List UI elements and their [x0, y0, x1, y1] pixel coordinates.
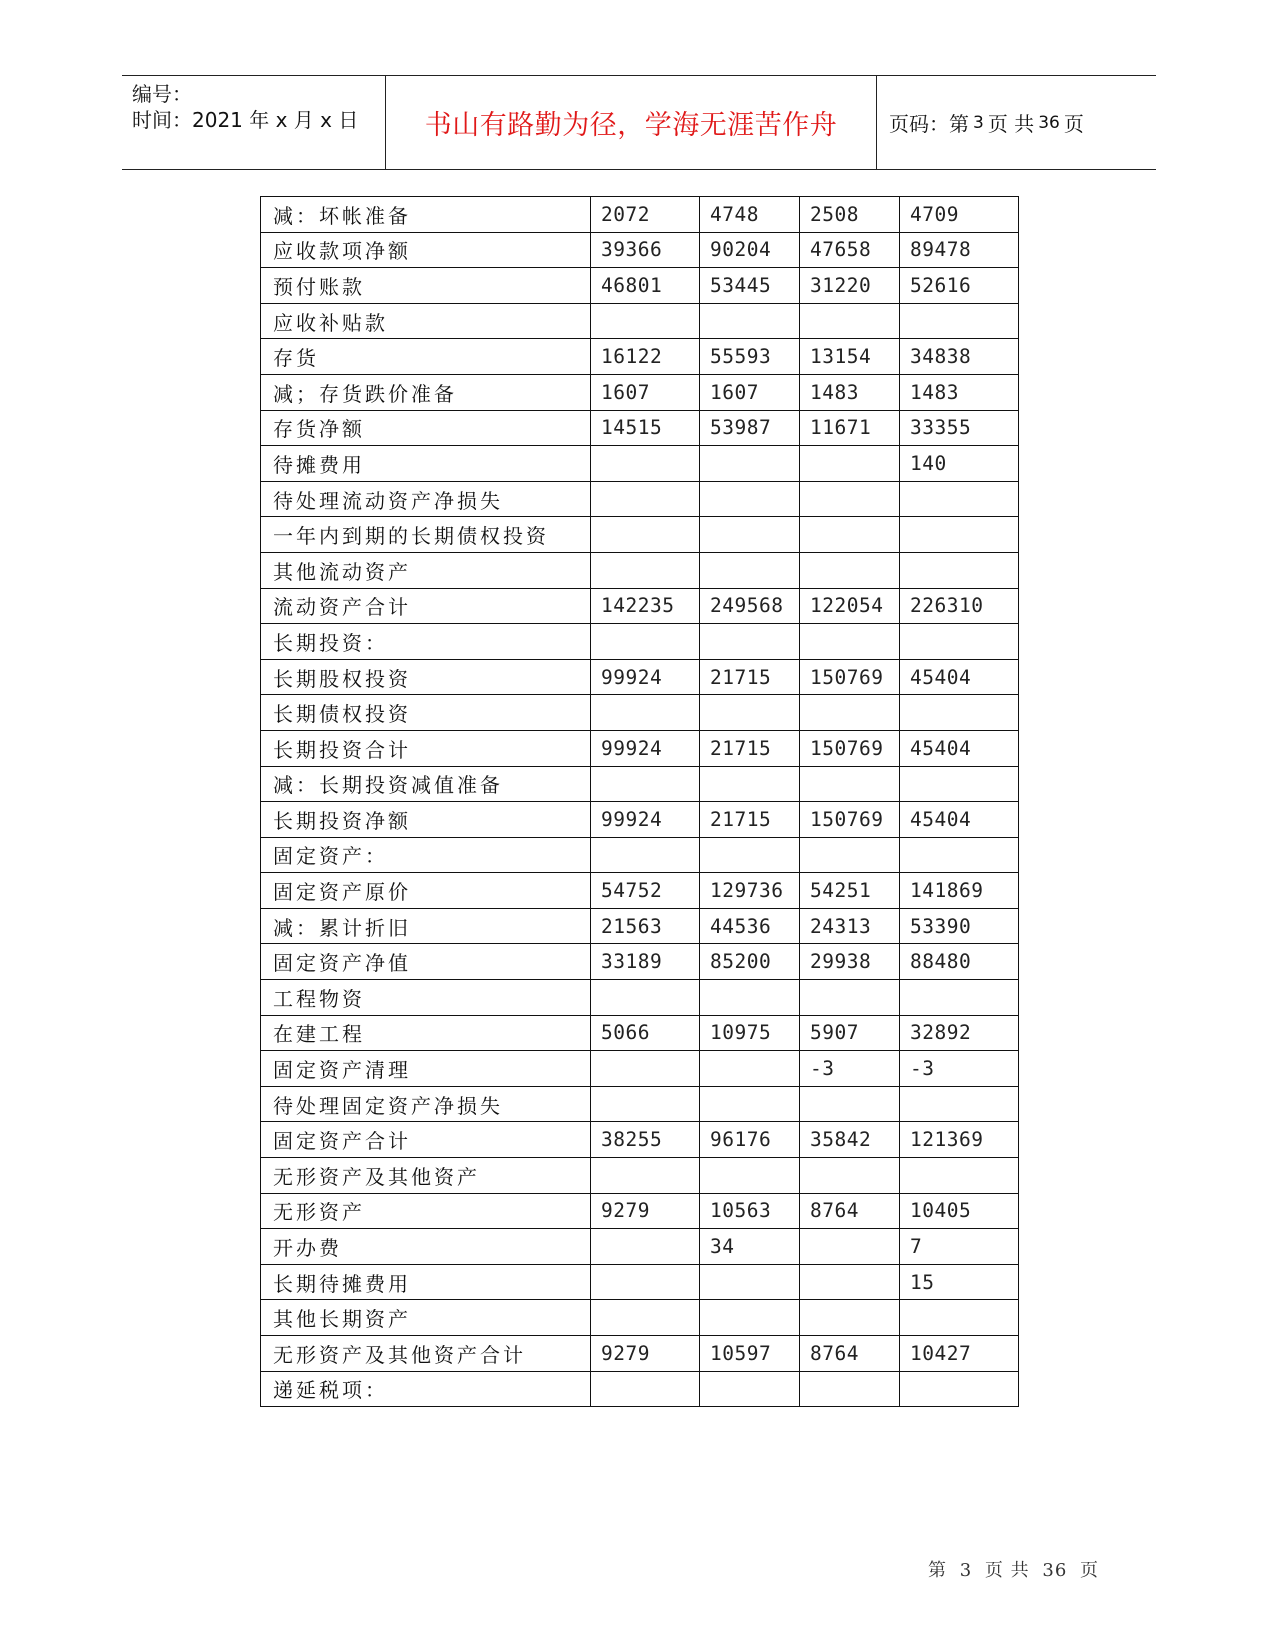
value-cell — [591, 1371, 700, 1407]
value-cell — [591, 1051, 700, 1087]
value-cell: 32892 — [900, 1015, 1019, 1051]
value-cell — [900, 1300, 1019, 1336]
value-cell: 88480 — [900, 944, 1019, 980]
value-cell: 45404 — [900, 730, 1019, 766]
row-label: 固定资产清理 — [261, 1051, 591, 1087]
value-cell: 1607 — [591, 374, 700, 410]
value-cell — [800, 481, 900, 517]
value-cell: 226310 — [900, 588, 1019, 624]
value-cell: 46801 — [591, 268, 700, 304]
value-cell — [800, 837, 900, 873]
row-label: 流动资产合计 — [261, 588, 591, 624]
table-row — [261, 695, 1019, 731]
value-cell — [900, 980, 1019, 1016]
table-row — [261, 1051, 1019, 1087]
table-row — [261, 232, 1019, 268]
value-cell — [591, 766, 700, 802]
table-row — [261, 1300, 1019, 1336]
value-cell — [900, 481, 1019, 517]
value-cell: 150769 — [800, 730, 900, 766]
value-cell — [700, 695, 800, 731]
row-label: 长期投资合计 — [261, 730, 591, 766]
table-row — [261, 303, 1019, 339]
value-cell: 140 — [900, 446, 1019, 482]
value-cell: 2072 — [591, 197, 700, 233]
code-label: 编号： — [132, 82, 192, 106]
value-cell: 10427 — [900, 1336, 1019, 1372]
table-row — [261, 552, 1019, 588]
table-row — [261, 873, 1019, 909]
value-cell: 34838 — [900, 339, 1019, 375]
value-cell — [700, 980, 800, 1016]
value-cell — [800, 980, 900, 1016]
value-cell: 121369 — [900, 1122, 1019, 1158]
value-cell — [591, 695, 700, 731]
value-cell: 1483 — [800, 374, 900, 410]
table-row — [261, 1193, 1019, 1229]
table-row — [261, 1371, 1019, 1407]
table-row — [261, 1015, 1019, 1051]
value-cell: 85200 — [700, 944, 800, 980]
value-cell: 122054 — [800, 588, 900, 624]
table-row — [261, 730, 1019, 766]
value-cell — [900, 552, 1019, 588]
page-label-mid: 页 共 — [987, 112, 1035, 136]
value-cell — [900, 1371, 1019, 1407]
value-cell: 5066 — [591, 1015, 700, 1051]
row-label: 工程物资 — [261, 980, 591, 1016]
row-label: 固定资产合计 — [261, 1122, 591, 1158]
value-cell — [700, 1371, 800, 1407]
value-cell: 5907 — [800, 1015, 900, 1051]
value-cell: 21715 — [700, 802, 800, 838]
row-label: 在建工程 — [261, 1015, 591, 1051]
row-label: 固定资产： — [261, 837, 591, 873]
value-cell — [800, 1371, 900, 1407]
footer-suffix: 页 — [1080, 1560, 1100, 1581]
value-cell — [800, 1300, 900, 1336]
value-cell: 9279 — [591, 1336, 700, 1372]
value-cell — [900, 1158, 1019, 1194]
value-cell — [800, 695, 900, 731]
value-cell — [591, 1086, 700, 1122]
table-row — [261, 944, 1019, 980]
value-cell — [591, 837, 700, 873]
value-cell: 14515 — [591, 410, 700, 446]
page-footer — [928, 1556, 1099, 1582]
value-cell — [700, 624, 800, 660]
row-label: 减：坏帐准备 — [261, 197, 591, 233]
value-cell: 21715 — [700, 730, 800, 766]
value-cell: 38255 — [591, 1122, 700, 1158]
value-cell — [591, 1264, 700, 1300]
value-cell: 10405 — [900, 1193, 1019, 1229]
value-cell: 4748 — [700, 197, 800, 233]
table-row — [261, 980, 1019, 1016]
table-row — [261, 268, 1019, 304]
row-label: 待摊费用 — [261, 446, 591, 482]
value-cell: 15 — [900, 1264, 1019, 1300]
value-cell — [700, 1051, 800, 1087]
value-cell: 1483 — [900, 374, 1019, 410]
table-row — [261, 624, 1019, 660]
table-row — [261, 1336, 1019, 1372]
value-cell: 13154 — [800, 339, 900, 375]
value-cell — [900, 766, 1019, 802]
value-cell: 10975 — [700, 1015, 800, 1051]
value-cell: 21563 — [591, 908, 700, 944]
value-cell: 2508 — [800, 197, 900, 233]
value-cell: 34 — [700, 1229, 800, 1265]
value-cell: 35842 — [800, 1122, 900, 1158]
row-label: 长期股权投资 — [261, 659, 591, 695]
value-cell: 4709 — [900, 197, 1019, 233]
row-label: 无形资产及其他资产 — [261, 1158, 591, 1194]
row-label: 开办费 — [261, 1229, 591, 1265]
value-cell: 7 — [900, 1229, 1019, 1265]
row-label: 待处理流动资产净损失 — [261, 481, 591, 517]
page-total: 36 — [1038, 112, 1060, 133]
row-label: 长期债权投资 — [261, 695, 591, 731]
value-cell: 1607 — [700, 374, 800, 410]
value-cell — [591, 1158, 700, 1194]
row-label: 无形资产及其他资产合计 — [261, 1336, 591, 1372]
value-cell: 249568 — [700, 588, 800, 624]
value-cell — [800, 1229, 900, 1265]
row-label: 预付账款 — [261, 268, 591, 304]
value-cell: 8764 — [800, 1193, 900, 1229]
value-cell — [591, 517, 700, 553]
row-label: 减：长期投资减值准备 — [261, 766, 591, 802]
value-cell — [800, 766, 900, 802]
value-cell — [700, 1158, 800, 1194]
table-row — [261, 481, 1019, 517]
value-cell: 39366 — [591, 232, 700, 268]
value-cell: 31220 — [800, 268, 900, 304]
value-cell — [700, 1264, 800, 1300]
value-cell — [900, 1086, 1019, 1122]
value-cell — [591, 552, 700, 588]
row-label: 应收补贴款 — [261, 303, 591, 339]
value-cell — [900, 837, 1019, 873]
value-cell: 90204 — [700, 232, 800, 268]
balance-sheet-body — [261, 197, 1019, 1407]
page-current: 3 — [973, 112, 984, 133]
value-cell: -3 — [800, 1051, 900, 1087]
value-cell — [700, 1086, 800, 1122]
time-label: 时间：2021 年 x 月 x 日 — [132, 108, 359, 132]
row-label: 其他长期资产 — [261, 1300, 591, 1336]
value-cell: 54752 — [591, 873, 700, 909]
value-cell — [700, 303, 800, 339]
value-cell — [900, 624, 1019, 660]
value-cell: 29938 — [800, 944, 900, 980]
value-cell: 55593 — [700, 339, 800, 375]
value-cell — [800, 517, 900, 553]
value-cell — [591, 303, 700, 339]
value-cell — [591, 446, 700, 482]
header-motto: 书山有路勤为径，学海无涯苦作舟 — [424, 110, 838, 141]
value-cell: 44536 — [700, 908, 800, 944]
value-cell — [900, 303, 1019, 339]
table-row — [261, 517, 1019, 553]
value-cell: 53445 — [700, 268, 800, 304]
value-cell — [591, 980, 700, 1016]
value-cell: 33355 — [900, 410, 1019, 446]
table-row — [261, 659, 1019, 695]
table-row — [261, 197, 1019, 233]
balance-sheet-table — [260, 196, 1019, 1407]
value-cell: -3 — [900, 1051, 1019, 1087]
value-cell: 141869 — [900, 873, 1019, 909]
value-cell: 33189 — [591, 944, 700, 980]
value-cell: 52616 — [900, 268, 1019, 304]
table-row — [261, 410, 1019, 446]
value-cell — [800, 552, 900, 588]
table-row — [261, 1264, 1019, 1300]
table-row — [261, 1122, 1019, 1158]
value-cell — [700, 552, 800, 588]
table-row — [261, 339, 1019, 375]
value-cell: 10597 — [700, 1336, 800, 1372]
value-cell: 142235 — [591, 588, 700, 624]
row-label: 无形资产 — [261, 1193, 591, 1229]
value-cell — [591, 481, 700, 517]
row-label: 长期投资： — [261, 624, 591, 660]
value-cell — [800, 1158, 900, 1194]
value-cell: 99924 — [591, 802, 700, 838]
footer-current: 3 — [959, 1560, 973, 1581]
page-header — [122, 75, 1156, 170]
value-cell: 45404 — [900, 659, 1019, 695]
value-cell: 99924 — [591, 730, 700, 766]
row-label: 待处理固定资产净损失 — [261, 1086, 591, 1122]
value-cell — [700, 837, 800, 873]
value-cell: 24313 — [800, 908, 900, 944]
value-cell: 54251 — [800, 873, 900, 909]
table-row — [261, 446, 1019, 482]
value-cell: 8764 — [800, 1336, 900, 1372]
footer-mid: 页 共 — [984, 1560, 1030, 1581]
value-cell: 47658 — [800, 232, 900, 268]
value-cell: 96176 — [700, 1122, 800, 1158]
value-cell — [700, 1300, 800, 1336]
row-label: 固定资产原价 — [261, 873, 591, 909]
table-row — [261, 374, 1019, 410]
header-motto-cell — [386, 76, 877, 169]
value-cell: 150769 — [800, 659, 900, 695]
row-label: 存货净额 — [261, 410, 591, 446]
table-row — [261, 908, 1019, 944]
value-cell — [700, 481, 800, 517]
value-cell — [800, 303, 900, 339]
value-cell: 129736 — [700, 873, 800, 909]
row-label: 存货 — [261, 339, 591, 375]
table-row — [261, 588, 1019, 624]
value-cell — [800, 446, 900, 482]
value-cell — [591, 624, 700, 660]
value-cell: 53390 — [900, 908, 1019, 944]
row-label: 减：累计折旧 — [261, 908, 591, 944]
row-label: 其他流动资产 — [261, 552, 591, 588]
value-cell: 150769 — [800, 802, 900, 838]
header-meta — [122, 76, 386, 169]
value-cell — [591, 1300, 700, 1336]
footer-total: 36 — [1042, 1560, 1068, 1581]
page-label-prefix: 页码：第 — [889, 112, 969, 136]
value-cell — [591, 1229, 700, 1265]
value-cell: 45404 — [900, 802, 1019, 838]
table-row — [261, 837, 1019, 873]
value-cell — [800, 1264, 900, 1300]
value-cell: 89478 — [900, 232, 1019, 268]
footer-prefix: 第 — [928, 1560, 947, 1581]
value-cell: 16122 — [591, 339, 700, 375]
table-row — [261, 766, 1019, 802]
table-row — [261, 1158, 1019, 1194]
value-cell — [700, 766, 800, 802]
value-cell: 21715 — [700, 659, 800, 695]
header-page-info — [877, 76, 1156, 169]
row-label: 固定资产净值 — [261, 944, 591, 980]
value-cell — [800, 624, 900, 660]
row-label: 递延税项： — [261, 1371, 591, 1407]
value-cell — [900, 695, 1019, 731]
value-cell — [700, 517, 800, 553]
table-row — [261, 1229, 1019, 1265]
row-label: 长期待摊费用 — [261, 1264, 591, 1300]
row-label: 减；存货跌价准备 — [261, 374, 591, 410]
value-cell — [900, 517, 1019, 553]
page-label-suffix: 页 — [1063, 112, 1084, 136]
row-label: 应收款项净额 — [261, 232, 591, 268]
value-cell: 53987 — [700, 410, 800, 446]
table-row — [261, 802, 1019, 838]
row-label: 一年内到期的长期债权投资 — [261, 517, 591, 553]
value-cell: 99924 — [591, 659, 700, 695]
value-cell — [700, 446, 800, 482]
table-row — [261, 1086, 1019, 1122]
value-cell — [800, 1086, 900, 1122]
value-cell: 11671 — [800, 410, 900, 446]
row-label: 长期投资净额 — [261, 802, 591, 838]
value-cell: 9279 — [591, 1193, 700, 1229]
value-cell: 10563 — [700, 1193, 800, 1229]
